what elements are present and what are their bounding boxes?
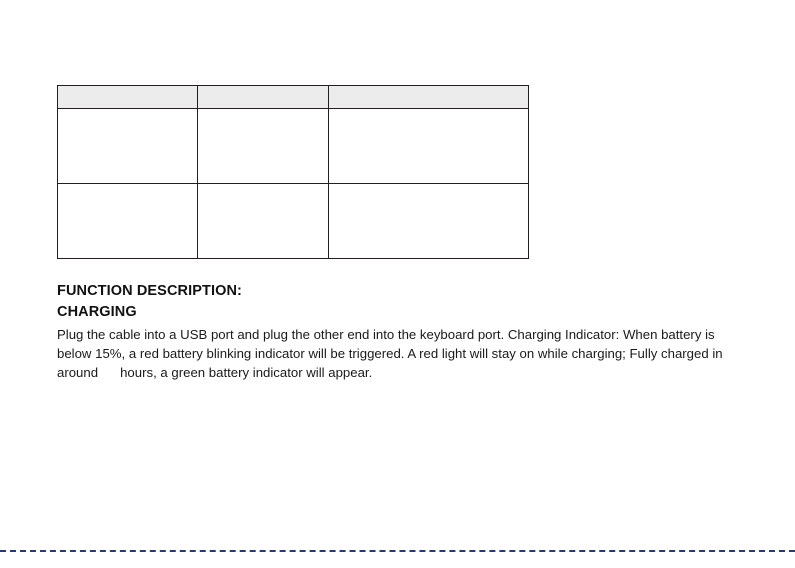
table-cell [198, 184, 329, 259]
bottom-dashed-divider [0, 550, 795, 552]
body-line-1: Plug the cable into a USB port and plug the other end into the keyboard port. Charging Indicator: [57, 327, 620, 343]
body-line-3-start: while charging; Fully charged in around [57, 346, 723, 381]
body-line-2: When battery is below 15%, a red battery blinking indicator will be triggered. A red light will stay on [57, 327, 715, 362]
specification-table [57, 85, 529, 259]
table-cell [329, 184, 529, 259]
section-body [57, 325, 729, 382]
table-header-cell-2 [198, 86, 329, 109]
table-cell [58, 184, 198, 259]
table-cell [329, 109, 529, 184]
body-line-3-end: hours, a green battery indicator will appear. [120, 365, 373, 381]
table-cell [198, 109, 329, 184]
function-description-section [57, 281, 729, 396]
table-header-cell-3 [329, 86, 529, 109]
table-header-cell-1 [58, 86, 198, 109]
table-header-row [58, 86, 529, 109]
table-cell [58, 109, 198, 184]
table-row [58, 109, 529, 184]
section-title: FUNCTION DESCRIPTION: [57, 283, 242, 299]
table-row [58, 184, 529, 259]
section-subtitle: CHARGING [57, 303, 137, 320]
